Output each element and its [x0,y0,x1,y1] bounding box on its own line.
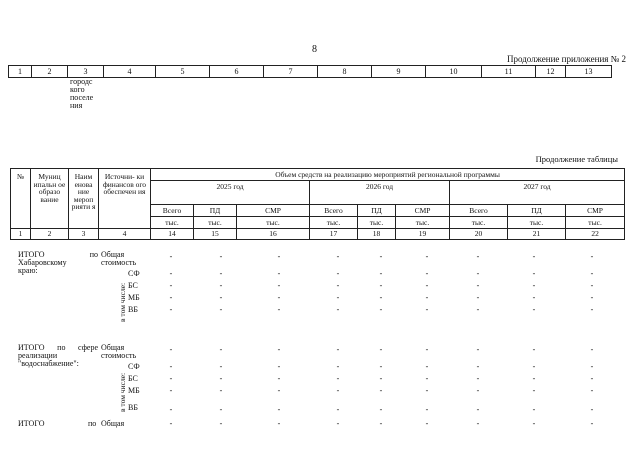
g2-label-b: реализации [18,351,58,360]
g1-label-c: краю: [18,266,38,275]
num-20: 20 [450,229,508,240]
value-dash: - [532,362,536,371]
value-dash: - [476,405,480,414]
value-dash: - [590,281,594,290]
top-col-6: 6 [210,66,264,78]
h-volume: Объем средств на реализацию мероприятий региональной программы [151,169,625,181]
value-dash: - [219,374,223,383]
h-num: № [11,169,31,229]
value-dash: - [532,281,536,290]
value-dash: - [219,269,223,278]
value-dash: - [379,252,383,261]
value-dash: - [379,405,383,414]
top-col-13: 13 [566,66,612,78]
value-dash: - [425,362,429,371]
value-dash: - [590,362,594,371]
value-dash: - [532,374,536,383]
h-smr-27: СМР [566,205,625,217]
value-dash: - [169,405,173,414]
top-col-7: 7 [264,66,318,78]
value-dash: - [425,419,429,428]
value-dash: - [425,293,429,302]
value-dash: - [476,386,480,395]
value-dash: - [336,305,340,314]
value-dash: - [169,386,173,395]
main-header-table [10,168,625,240]
value-dash: - [169,269,173,278]
value-dash: - [590,405,594,414]
value-dash: - [277,293,281,302]
h-pd-27: ПД [508,205,566,217]
value-dash: - [532,386,536,395]
top-col-2: 2 [32,66,68,78]
value-dash: - [590,345,594,354]
num-2: 2 [31,229,69,240]
top-col-1: 1 [9,66,32,78]
value-dash: - [336,405,340,414]
value-dash: - [532,252,536,261]
value-dash: - [532,269,536,278]
h-smr-26: СМР [396,205,450,217]
value-dash: - [169,374,173,383]
value-dash: - [425,269,429,278]
top-number-table [8,65,612,78]
value-dash: - [425,405,429,414]
g3-label-b: по [88,419,97,428]
unit-cell: тыс. [237,217,310,229]
value-dash: - [219,252,223,261]
value-dash: - [476,305,480,314]
num-16: 16 [237,229,310,240]
unit-cell: тыс. [151,217,194,229]
value-dash: - [425,386,429,395]
value-dash: - [277,252,281,261]
top-col-5: 5 [156,66,210,78]
value-dash: - [532,293,536,302]
unit-cell: тыс. [450,217,508,229]
value-dash: - [476,345,480,354]
value-dash: - [336,386,340,395]
top-col3-text: городс кого поселе ния [70,77,94,110]
g1-label-b: Хабаровскому [18,258,67,267]
unit-cell: тыс. [310,217,358,229]
value-dash: - [379,374,383,383]
g1-src-bs: БС [128,281,138,290]
h-year-2027: 2027 год [450,181,625,205]
value-dash: - [336,419,340,428]
value-dash: - [379,386,383,395]
g1-incl: в том числе: [118,282,127,322]
g1-src-sf: СФ [128,269,140,278]
value-dash: - [277,374,281,383]
value-dash: - [425,374,429,383]
value-dash: - [532,305,536,314]
num-4: 4 [99,229,151,240]
num-17: 17 [310,229,358,240]
h-total-25: Всего [151,205,194,217]
value-dash: - [379,281,383,290]
top-col-8: 8 [318,66,372,78]
value-dash: - [379,362,383,371]
value-dash: - [219,345,223,354]
value-dash: - [336,281,340,290]
top-col-9: 9 [372,66,426,78]
g2-src-sf: СФ [128,362,140,371]
g1-total-b: стоимость [101,258,137,267]
g2-incl: в том числе: [118,372,127,412]
h-event: Наим енова ние мероп рияти я [69,169,99,229]
value-dash: - [169,362,173,371]
g3-total-a: Общая [101,419,125,428]
value-dash: - [532,345,536,354]
value-dash: - [476,374,480,383]
g2-src-bs: БС [128,374,138,383]
value-dash: - [277,269,281,278]
value-dash: - [336,252,340,261]
g1-total-a: Общая [101,250,125,259]
value-dash: - [590,252,594,261]
value-dash: - [277,305,281,314]
value-dash: - [425,281,429,290]
value-dash: - [219,386,223,395]
value-dash: - [532,419,536,428]
value-dash: - [219,305,223,314]
page-number: 8 [312,44,317,55]
value-dash: - [379,305,383,314]
value-dash: - [219,405,223,414]
value-dash: - [277,419,281,428]
value-dash: - [590,419,594,428]
g2-src-mb: МБ [128,386,140,395]
value-dash: - [277,345,281,354]
unit-cell: тыс. [358,217,396,229]
unit-cell: тыс. [396,217,450,229]
value-dash: - [336,374,340,383]
value-dash: - [219,362,223,371]
value-dash: - [336,345,340,354]
num-1: 1 [11,229,31,240]
value-dash: - [336,293,340,302]
value-dash: - [219,293,223,302]
value-dash: - [476,419,480,428]
value-dash: - [379,419,383,428]
num-18: 18 [358,229,396,240]
value-dash: - [169,305,173,314]
g1-src-vb: ВБ [128,305,138,314]
value-dash: - [590,305,594,314]
h-pd-26: ПД [358,205,396,217]
g1-src-mb: МБ [128,293,140,302]
value-dash: - [590,386,594,395]
g2-total-a: Общая [101,343,125,352]
value-dash: - [476,362,480,371]
num-22: 22 [566,229,625,240]
unit-cell: тыс. [566,217,625,229]
value-dash: - [169,252,173,261]
g2-label-a: ИТОГО по сфере [18,343,98,352]
value-dash: - [532,405,536,414]
num-19: 19 [396,229,450,240]
value-dash: - [169,345,173,354]
value-dash: - [277,386,281,395]
num-14: 14 [151,229,194,240]
value-dash: - [425,345,429,354]
top-col-12: 12 [536,66,566,78]
h-total-26: Всего [310,205,358,217]
h-sources: Источни- ки финансов ого обеспечен ия [99,169,151,229]
h-year-2026: 2026 год [310,181,450,205]
g2-src-vb: ВБ [128,403,138,412]
value-dash: - [476,281,480,290]
value-dash: - [425,305,429,314]
value-dash: - [379,293,383,302]
num-21: 21 [508,229,566,240]
h-pd-25: ПД [194,205,237,217]
continuation-appendix: Продолжение приложения № 2 [506,54,626,64]
unit-cell: тыс. [508,217,566,229]
value-dash: - [379,345,383,354]
continuation-table: Продолжение таблицы [535,154,618,164]
value-dash: - [219,281,223,290]
value-dash: - [476,293,480,302]
top-col-4: 4 [104,66,156,78]
value-dash: - [169,419,173,428]
num-3: 3 [69,229,99,240]
value-dash: - [590,269,594,278]
g3-label-a: ИТОГО [18,419,45,428]
value-dash: - [336,362,340,371]
g1-label-a: ИТОГО по [18,250,98,259]
value-dash: - [476,269,480,278]
value-dash: - [277,405,281,414]
g2-label-c: "водоснабжение": [18,359,79,368]
value-dash: - [169,293,173,302]
num-15: 15 [194,229,237,240]
value-dash: - [277,281,281,290]
unit-cell: тыс. [194,217,237,229]
value-dash: - [590,374,594,383]
value-dash: - [590,293,594,302]
value-dash: - [336,269,340,278]
value-dash: - [219,419,223,428]
h-municipality: Муниц ипальн ое образо вание [31,169,69,229]
value-dash: - [379,269,383,278]
value-dash: - [476,252,480,261]
h-year-2025: 2025 год [151,181,310,205]
top-col-3: 3 [68,66,104,78]
top-col-11: 11 [482,66,536,78]
h-total-27: Всего [450,205,508,217]
g2-total-b: стоимость [101,351,137,360]
value-dash: - [169,281,173,290]
value-dash: - [425,252,429,261]
top-col-10: 10 [426,66,482,78]
h-smr-25: СМР [237,205,310,217]
value-dash: - [277,362,281,371]
